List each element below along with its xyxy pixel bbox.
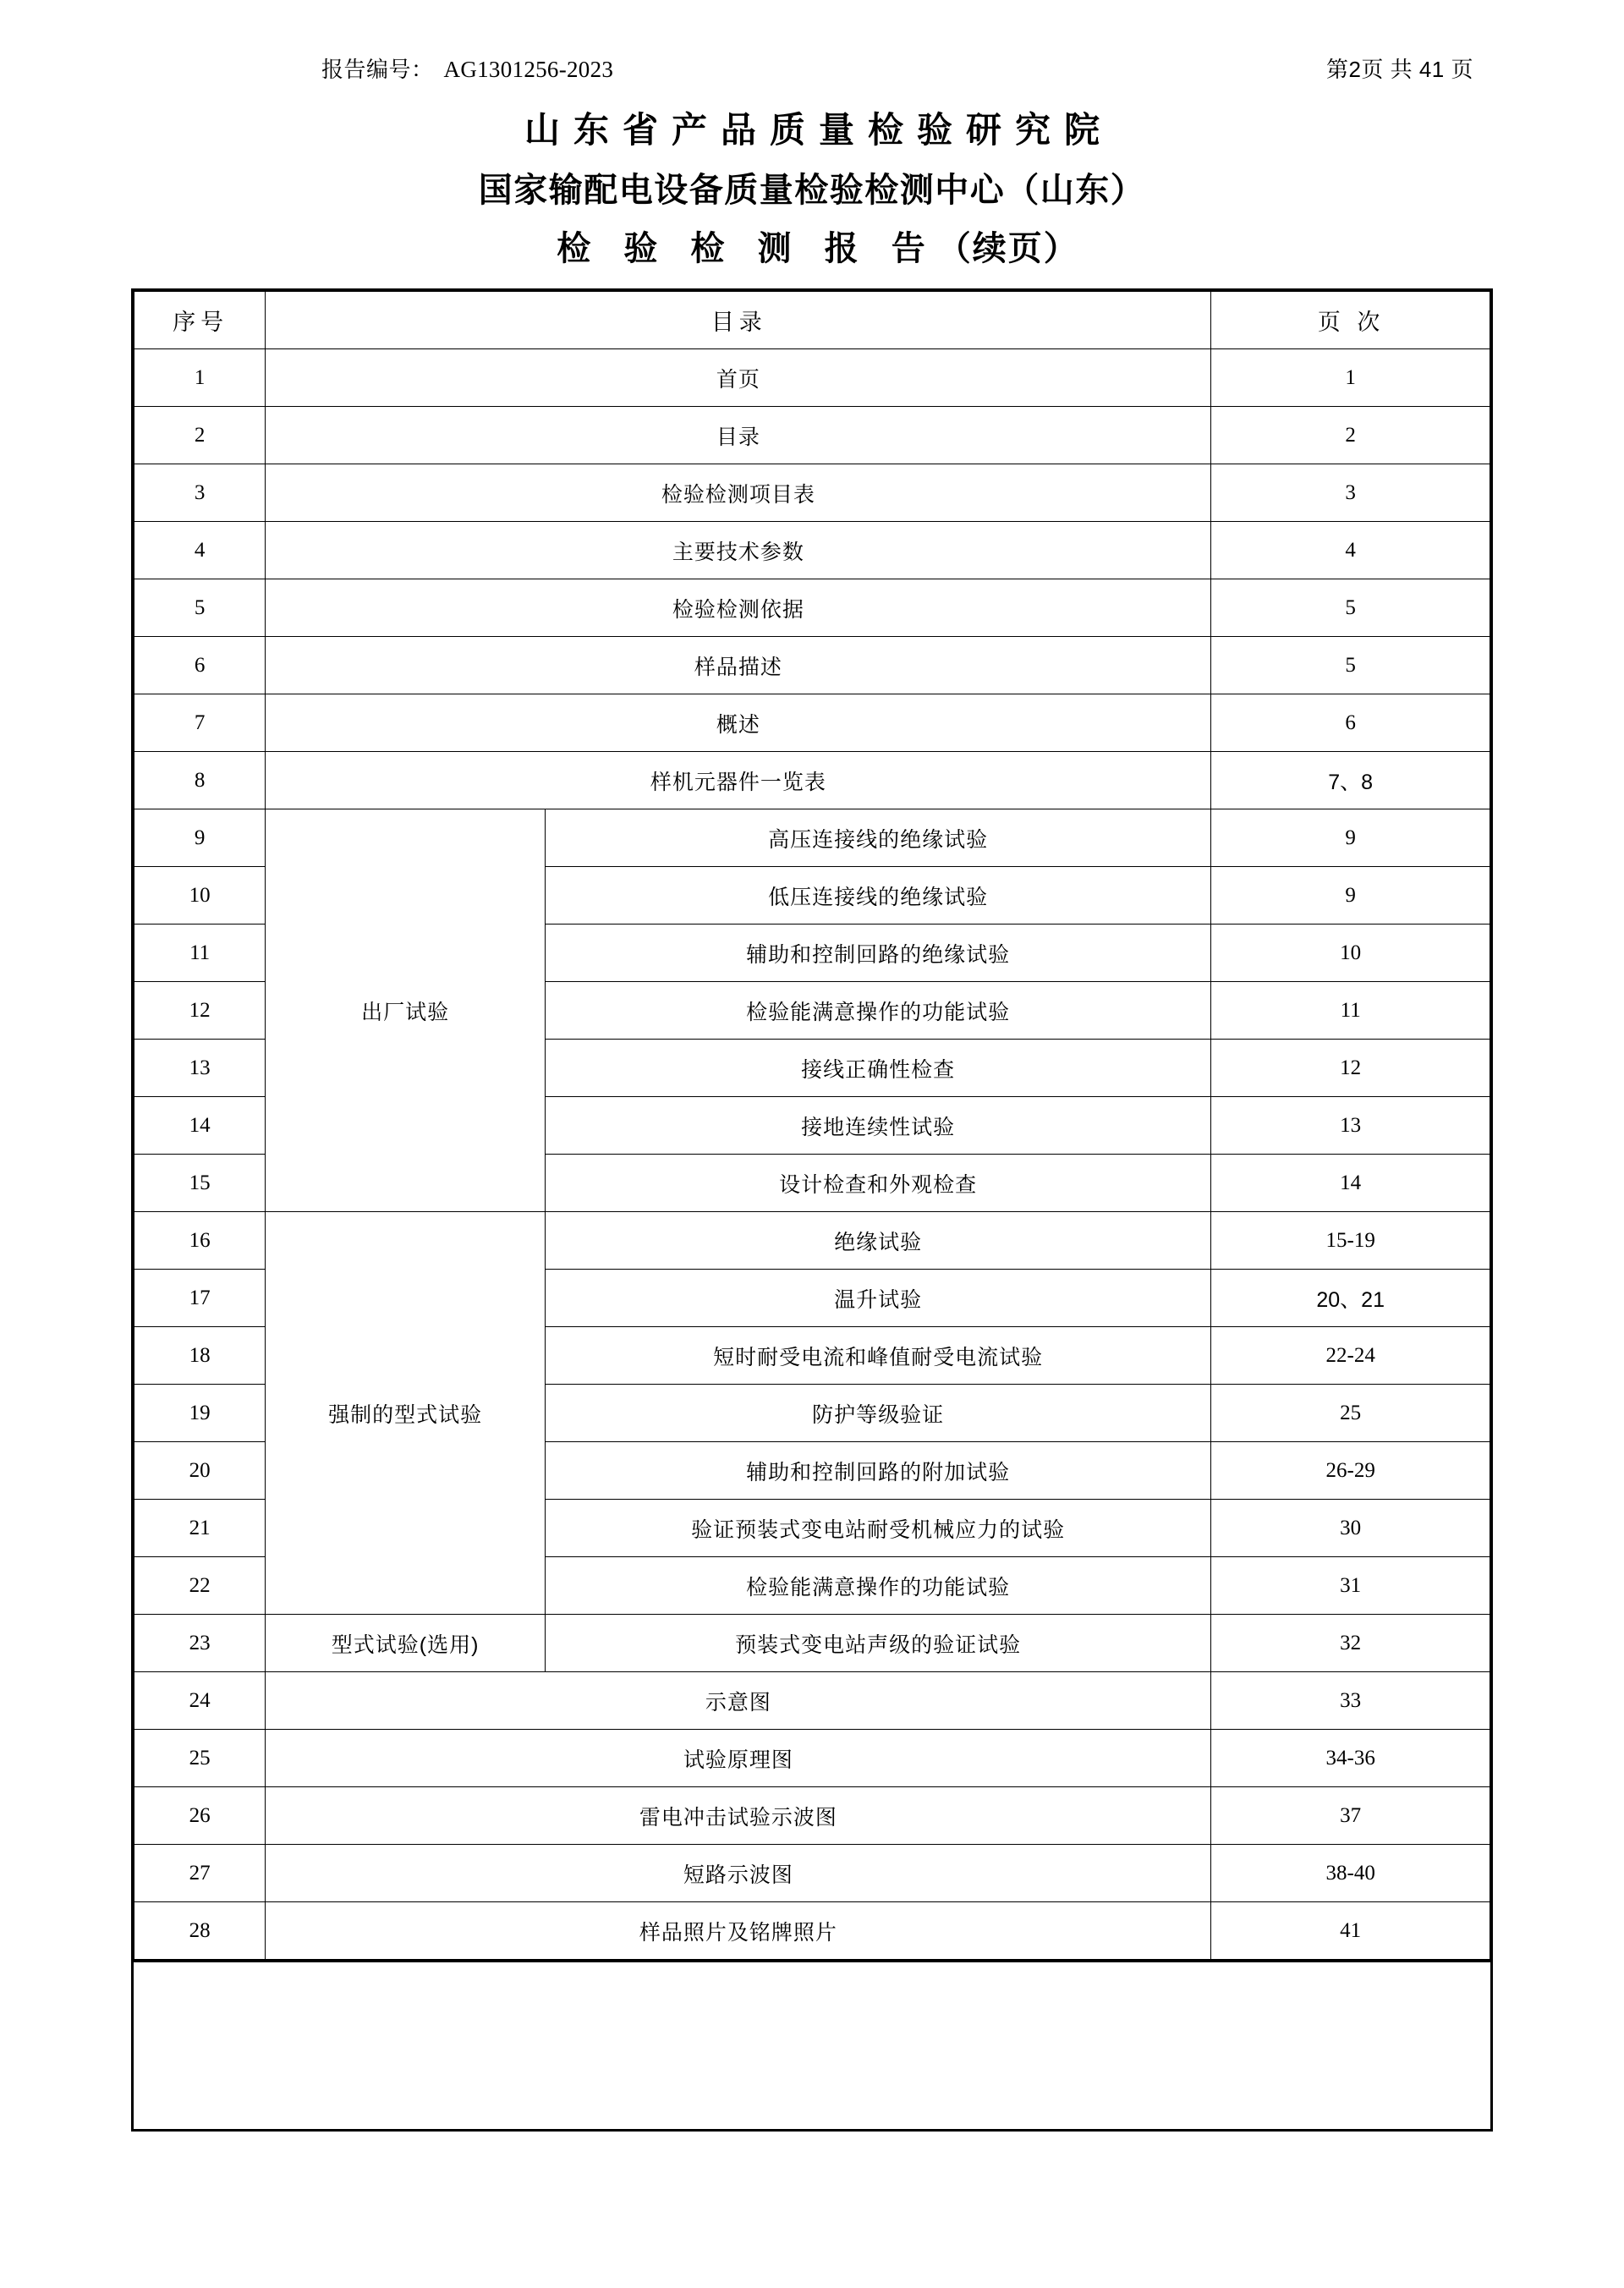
row-item: 接地连续性试验 bbox=[545, 1097, 1210, 1155]
row-page: 37 bbox=[1211, 1787, 1490, 1845]
table-row bbox=[134, 694, 1490, 752]
row-number: 3 bbox=[134, 464, 266, 522]
row-page: 34-36 bbox=[1211, 1730, 1490, 1787]
row-group: 出厂试验 bbox=[266, 809, 546, 1212]
row-number: 18 bbox=[134, 1327, 266, 1385]
row-number: 25 bbox=[134, 1730, 266, 1787]
table-row bbox=[134, 579, 1490, 637]
table-row bbox=[134, 349, 1490, 407]
center-name: 国家输配电设备质量检验检测中心（山东） bbox=[478, 172, 1146, 209]
row-page: 30 bbox=[1211, 1500, 1490, 1557]
row-page: 20、21 bbox=[1211, 1270, 1490, 1327]
row-item: 辅助和控制回路的附加试验 bbox=[545, 1442, 1210, 1500]
row-item: 检验能满意操作的功能试验 bbox=[545, 1557, 1210, 1615]
row-page: 31 bbox=[1211, 1557, 1490, 1615]
row-number: 26 bbox=[134, 1787, 266, 1845]
row-item: 验证预装式变电站耐受机械应力的试验 bbox=[545, 1500, 1210, 1557]
table-row bbox=[134, 1615, 1490, 1672]
table-row bbox=[134, 637, 1490, 694]
row-page: 13 bbox=[1211, 1097, 1490, 1155]
table-row bbox=[134, 809, 1490, 867]
row-page: 5 bbox=[1211, 637, 1490, 694]
row-page: 1 bbox=[1211, 349, 1490, 407]
row-item: 预装式变电站声级的验证试验 bbox=[545, 1615, 1210, 1672]
row-number: 8 bbox=[134, 752, 266, 809]
row-item: 高压连接线的绝缘试验 bbox=[545, 809, 1210, 867]
row-item: 设计检查和外观检查 bbox=[545, 1155, 1210, 1212]
row-page: 25 bbox=[1211, 1385, 1490, 1442]
row-number: 10 bbox=[134, 867, 266, 925]
row-page: 5 bbox=[1211, 579, 1490, 637]
row-item: 辅助和控制回路的绝缘试验 bbox=[545, 925, 1210, 982]
row-number: 16 bbox=[134, 1212, 266, 1270]
toc-table-wrapper bbox=[131, 288, 1493, 1962]
row-number: 5 bbox=[134, 579, 266, 637]
header-no: 序号 bbox=[134, 292, 266, 349]
row-item: 样机元器件一览表 bbox=[266, 752, 1211, 809]
row-number: 7 bbox=[134, 694, 266, 752]
row-item: 试验原理图 bbox=[266, 1730, 1211, 1787]
row-number: 19 bbox=[134, 1385, 266, 1442]
row-page: 14 bbox=[1211, 1155, 1490, 1212]
row-number: 6 bbox=[134, 637, 266, 694]
page-indicator: 第2页 共 41 页 bbox=[1325, 57, 1473, 82]
row-item: 检验检测依据 bbox=[266, 579, 1211, 637]
table-row bbox=[134, 1902, 1490, 1960]
report-number-value: AG1301256-2023 bbox=[443, 57, 614, 82]
row-item: 概述 bbox=[266, 694, 1211, 752]
row-number: 13 bbox=[134, 1040, 266, 1097]
page-header bbox=[0, 0, 1624, 84]
row-item: 雷电冲击试验示波图 bbox=[266, 1787, 1211, 1845]
row-number: 12 bbox=[134, 982, 266, 1040]
table-row bbox=[134, 752, 1490, 809]
report-number bbox=[321, 52, 613, 84]
report-number-label: 报告编号： bbox=[321, 57, 434, 82]
row-page: 3 bbox=[1211, 464, 1490, 522]
row-number: 22 bbox=[134, 1557, 266, 1615]
row-number: 2 bbox=[134, 407, 266, 464]
blank-footer-area bbox=[131, 1962, 1493, 2132]
row-item: 检验能满意操作的功能试验 bbox=[545, 982, 1210, 1040]
table-row bbox=[134, 1845, 1490, 1902]
row-page: 41 bbox=[1211, 1902, 1490, 1960]
institute-name: 山东省产品质量检验研究院 bbox=[524, 110, 1113, 150]
row-item: 短路示波图 bbox=[266, 1845, 1211, 1902]
row-item: 样品照片及铭牌照片 bbox=[266, 1902, 1211, 1960]
table-row bbox=[134, 1787, 1490, 1845]
row-number: 28 bbox=[134, 1902, 266, 1960]
row-page: 32 bbox=[1211, 1615, 1490, 1672]
row-group: 型式试验(选用) bbox=[266, 1615, 546, 1672]
row-page: 7、8 bbox=[1211, 752, 1490, 809]
row-item: 检验检测项目表 bbox=[266, 464, 1211, 522]
row-page: 2 bbox=[1211, 407, 1490, 464]
row-number: 21 bbox=[134, 1500, 266, 1557]
row-page: 6 bbox=[1211, 694, 1490, 752]
table-row bbox=[134, 1212, 1490, 1270]
row-number: 24 bbox=[134, 1672, 266, 1730]
row-number: 27 bbox=[134, 1845, 266, 1902]
report-title bbox=[0, 222, 1624, 270]
row-number: 4 bbox=[134, 522, 266, 579]
toc-table bbox=[134, 291, 1490, 1960]
row-item: 绝缘试验 bbox=[545, 1212, 1210, 1270]
document-title bbox=[0, 102, 1624, 270]
row-item: 目录 bbox=[266, 407, 1211, 464]
table-row bbox=[134, 1672, 1490, 1730]
report-title-continued: （续页） bbox=[936, 230, 1079, 267]
row-item: 短时耐受电流和峰值耐受电流试验 bbox=[545, 1327, 1210, 1385]
header-page: 页 次 bbox=[1211, 292, 1490, 349]
row-page: 15-19 bbox=[1211, 1212, 1490, 1270]
table-row bbox=[134, 1730, 1490, 1787]
row-page: 12 bbox=[1211, 1040, 1490, 1097]
row-number: 20 bbox=[134, 1442, 266, 1500]
row-number: 11 bbox=[134, 925, 266, 982]
table-header-row bbox=[134, 292, 1490, 349]
row-item: 温升试验 bbox=[545, 1270, 1210, 1327]
row-item: 主要技术参数 bbox=[266, 522, 1211, 579]
row-item: 接线正确性检查 bbox=[545, 1040, 1210, 1097]
row-page: 26-29 bbox=[1211, 1442, 1490, 1500]
row-number: 9 bbox=[134, 809, 266, 867]
row-page: 9 bbox=[1211, 867, 1490, 925]
row-number: 17 bbox=[134, 1270, 266, 1327]
row-item: 低压连接线的绝缘试验 bbox=[545, 867, 1210, 925]
row-page: 22-24 bbox=[1211, 1327, 1490, 1385]
row-page: 11 bbox=[1211, 982, 1490, 1040]
row-page: 4 bbox=[1211, 522, 1490, 579]
row-page: 9 bbox=[1211, 809, 1490, 867]
row-item: 示意图 bbox=[266, 1672, 1211, 1730]
row-item: 防护等级验证 bbox=[545, 1385, 1210, 1442]
row-number: 14 bbox=[134, 1097, 266, 1155]
row-page: 33 bbox=[1211, 1672, 1490, 1730]
row-number: 1 bbox=[134, 349, 266, 407]
report-title-main: 检 验 检 测 报 告 bbox=[557, 230, 937, 267]
row-page: 10 bbox=[1211, 925, 1490, 982]
table-row bbox=[134, 407, 1490, 464]
row-page: 38-40 bbox=[1211, 1845, 1490, 1902]
row-item: 样品描述 bbox=[266, 637, 1211, 694]
table-row bbox=[134, 464, 1490, 522]
table-row bbox=[134, 522, 1490, 579]
row-item: 首页 bbox=[266, 349, 1211, 407]
row-number: 15 bbox=[134, 1155, 266, 1212]
row-number: 23 bbox=[134, 1615, 266, 1672]
row-group: 强制的型式试验 bbox=[266, 1212, 546, 1615]
header-item: 目录 bbox=[266, 292, 1211, 349]
